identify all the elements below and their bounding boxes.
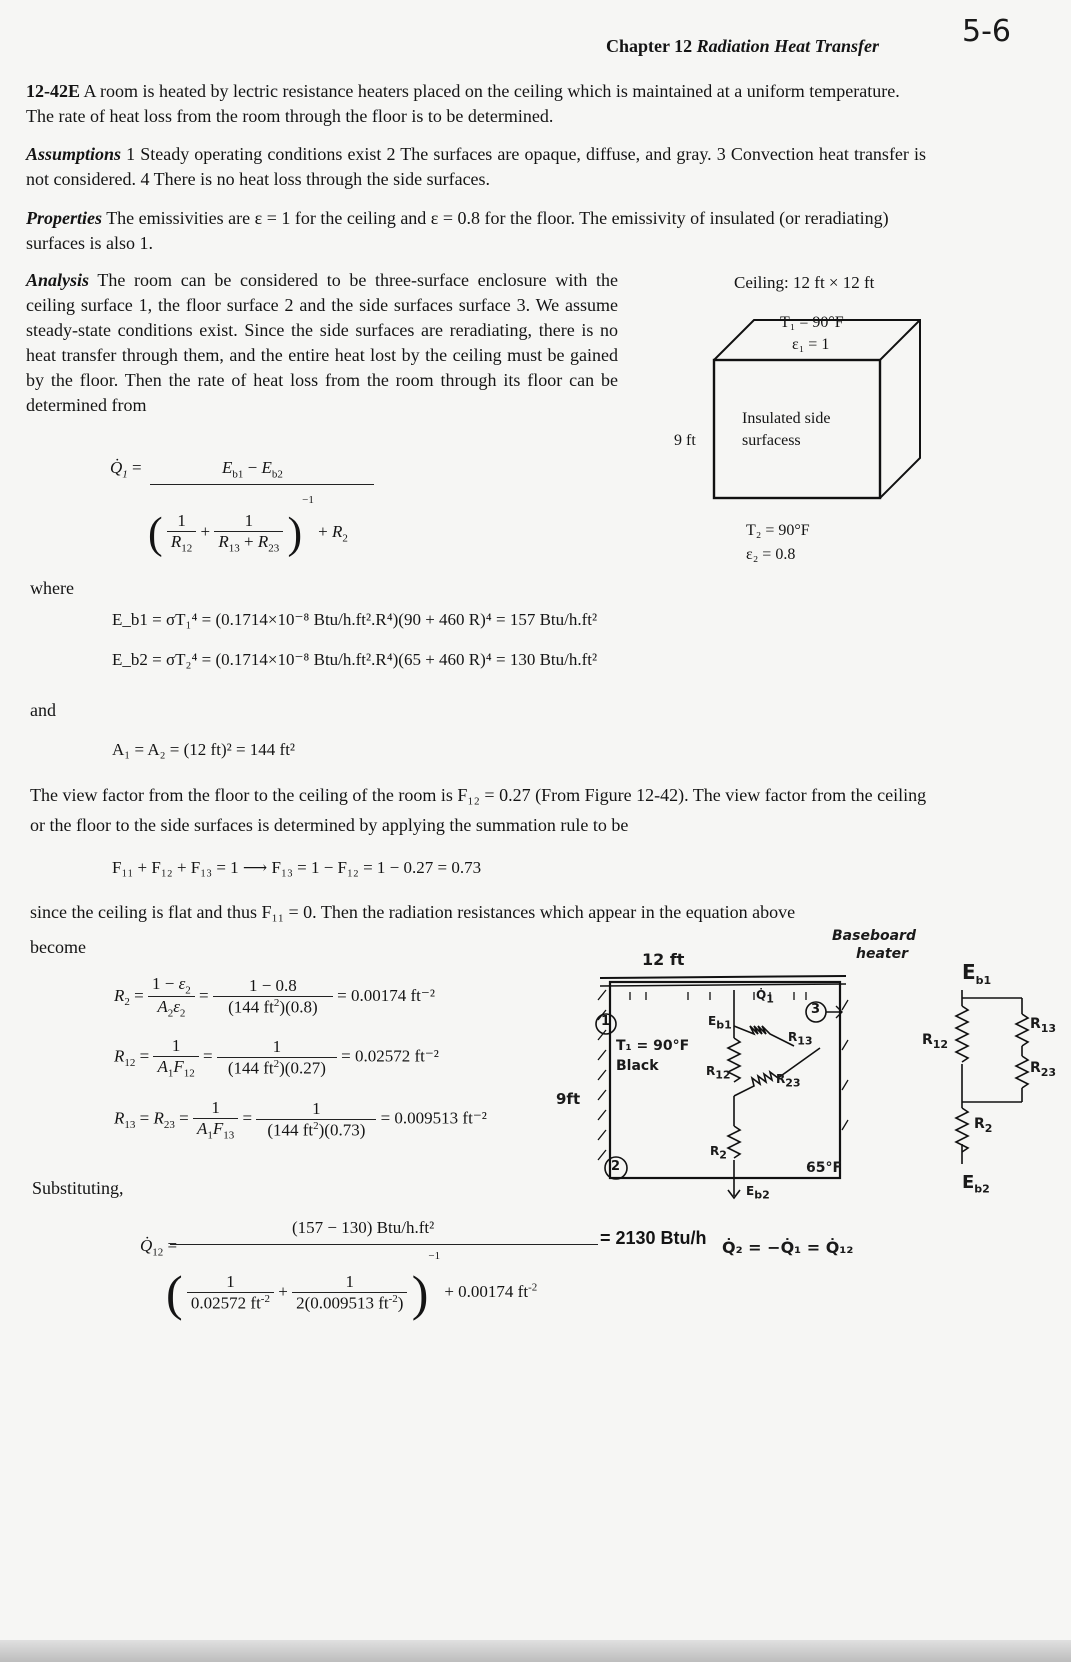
q12-symbol: $Q̇_{12}$ = <box>140 1236 178 1259</box>
q1-denominator: ( $\frac{1}{R_{12}}$ + $\frac{1}{R_{13} + R_{23}}$ )$^{-1} + R_2$ <box>148 494 348 558</box>
equivalent-network <box>912 960 1062 1220</box>
e1-label: ε₁ = 1 <box>792 336 830 353</box>
q12-numerator: (157 − 130) Btu/h.ft² <box>292 1218 435 1237</box>
q12-fraction-line <box>170 1244 598 1245</box>
t2-label: T₂ = 90°F <box>746 522 810 539</box>
sketch-node-3: 3 <box>811 1002 821 1017</box>
assumptions-label: Assumptions <box>26 144 122 164</box>
sketch-heater: heater <box>856 946 909 962</box>
q1-fraction-line <box>150 484 374 485</box>
sketch-eb2: $E_{b2}$ <box>746 1184 770 1202</box>
room-figure <box>660 262 960 582</box>
network-r13: $R_{13}$ <box>1030 1016 1057 1035</box>
summation-equation: F₁₁ + F₁₂ + F₁₃ = 1 ⟶ F₁₃ = 1 − F₁₂ = 1 − 0.27 = 0.73 <box>112 858 482 877</box>
t1-label: T₁ = 90°F <box>780 314 844 331</box>
eb1-equation: E_b1 = σT₁⁴ = (0.1714×10⁻⁸ Btu/h.ft².R⁴)(90 + 460 R)⁴ = 157 Btu/h.ft² <box>112 610 598 629</box>
sketch-q1: $Q̇_1$ <box>756 988 774 1006</box>
problem-text: A room is heated by lectric resistance heaters placed on the ceiling which is maintained at a uniform temperature. The rate of heat loss from the room through the floor is to be determined. <box>26 81 900 126</box>
problem-number: 12-42E <box>26 81 80 101</box>
r13-equation: $R_{13} = R_{23}$ = $\frac{1}{A_1F_{13}}$ = $\frac{1}{(144 ft^2)(0.73)}$ = 0.009513 ft⁻² <box>114 1098 487 1142</box>
analysis-text: The room can be considered to be three-surface enclosure with the ceiling surface 1, the floor surface 2 and the side surfaces surface 3. We assume steady-state conditions exist. Since the side surfaces are reradiating, there is no heat transfer through them, and the entire heat lost by the ceiling must be gained by the floor. Then the rate of heat loss from the room through its floor can be determined from <box>26 270 618 415</box>
r12-equation: $R_{12}$ = $\frac{1}{A_1F_{12}}$ = $\frac{1}{(144 ft^2)(0.27)}$ = 0.02572 ft⁻² <box>114 1036 439 1080</box>
handwritten-sketch <box>556 920 916 1220</box>
network-eb2: $E_{b2}$ <box>962 1172 990 1196</box>
sketch-r12: $R_{12}$ <box>706 1064 731 1082</box>
sketch-node-1: 1 <box>601 1014 611 1029</box>
sketch-baseboard: Baseboard <box>832 928 916 944</box>
page-header <box>606 34 879 59</box>
q1-symbol: $Q̇_1$ <box>110 458 128 481</box>
q12-denominator: ( $\frac{1}{0.02572 ft^{-2}}$ + $\frac{1}{2(0.009513 ft^{-2})}$ )$^{-1}$ + 0.00174 $ft^{-2}$ <box>166 1250 538 1322</box>
problem-statement <box>26 79 926 129</box>
r2-value: = 0.00174 ft⁻² <box>337 985 435 1005</box>
r12-value: = 0.02572 ft⁻² <box>341 1046 439 1066</box>
sketch-t1-note: T₁ = 90°F <box>616 1038 690 1054</box>
sketch-node-2: 2 <box>611 1159 621 1174</box>
sketch-eb1: $E_{b1}$ <box>708 1014 732 1032</box>
flat-ceiling-paragraph: since the ceiling is flat and thus F₁₁ = 0. Then the radiation resistances which appear in the equation above <box>30 902 796 922</box>
substituting-label: Substituting, <box>32 1178 124 1198</box>
where-label: where <box>30 578 74 598</box>
r2-equation: $R_2$ = $\frac{1 - \varepsilon_2}{A_2\varepsilon_2}$ = $\frac{1 - 0.8}{(144 ft^2)(0.8)}$ = 0.00174 ft⁻² <box>114 974 435 1020</box>
assumptions-text: 1 Steady operating conditions exist 2 The surfaces are opaque, diffuse, and gray. 3 Convection heat transfer is not considered. 4 There is no heat loss through the side surfaces. <box>26 144 927 189</box>
ceiling-label: Ceiling: 12 ft × 12 ft <box>734 273 875 292</box>
sketch-r2: $R_2$ <box>710 1144 727 1162</box>
e2-label: ε₂ = 0.8 <box>746 546 796 563</box>
heat-balance-note: Q̇₂ = −Q̇₁ = Q̇₁₂ <box>722 1238 854 1257</box>
sketch-dim-top: 12 ft <box>642 950 685 969</box>
scan-shadow <box>0 1640 1071 1662</box>
r13-value: = 0.009513 ft⁻² <box>380 1108 487 1128</box>
view-factor-paragraph: The view factor from the floor to the ceiling of the room is F₁₂ = 0.27 (From Figure 12-42). The view factor from the ceiling or the floor to the side surfaces is determined by applying the summation rule to be <box>30 785 927 835</box>
sketch-r13: $R_{13}$ <box>788 1030 813 1048</box>
insulated-label: Insulated side surfacess <box>742 410 831 449</box>
sketch-temp2: 65°F <box>806 1160 843 1176</box>
eb2-equation: E_b2 = σT₂⁴ = (0.1714×10⁻⁸ Btu/h.ft².R⁴)(65 + 460 R)⁴ = 130 Btu/h.ft² <box>112 650 598 669</box>
q12-result: = 2130 Btu/h <box>600 1228 707 1248</box>
q1-equation: $Q̇_1$ = <box>110 458 142 481</box>
sketch-black: Black <box>616 1058 659 1074</box>
properties-paragraph <box>26 206 926 256</box>
network-eb1: $E_{b1}$ <box>962 960 992 987</box>
chapter-label: Chapter 12 <box>606 36 693 56</box>
assumptions-paragraph <box>26 142 926 192</box>
properties-label: Properties <box>26 208 102 228</box>
sketch-dim-side: 9ft <box>556 1090 581 1108</box>
become-label: become <box>30 937 86 957</box>
and-label: and <box>30 700 56 720</box>
analysis-paragraph <box>26 268 618 418</box>
network-r23: $R_{23}$ <box>1030 1060 1057 1079</box>
height-label: 9 ft <box>674 432 696 449</box>
analysis-label: Analysis <box>26 270 90 290</box>
properties-text: The emissivities are ε = 1 for the ceiling and ε = 0.8 for the floor. The emissivity of insulated (or reradiating) surfaces is also 1. <box>26 208 889 253</box>
network-r2: $R_2$ <box>974 1116 993 1135</box>
sketch-r23: $R_{23}$ <box>776 1072 801 1090</box>
chapter-title: Radiation Heat Transfer <box>696 36 880 56</box>
q1-numerator: $E_{b1} - E_{b2}$ <box>222 458 283 481</box>
area-equation: A₁ = A₂ = (12 ft)² = 144 ft² <box>112 740 296 759</box>
network-r12: $R_{12}$ <box>922 1032 949 1051</box>
page-note: 5-6 <box>962 14 1011 49</box>
